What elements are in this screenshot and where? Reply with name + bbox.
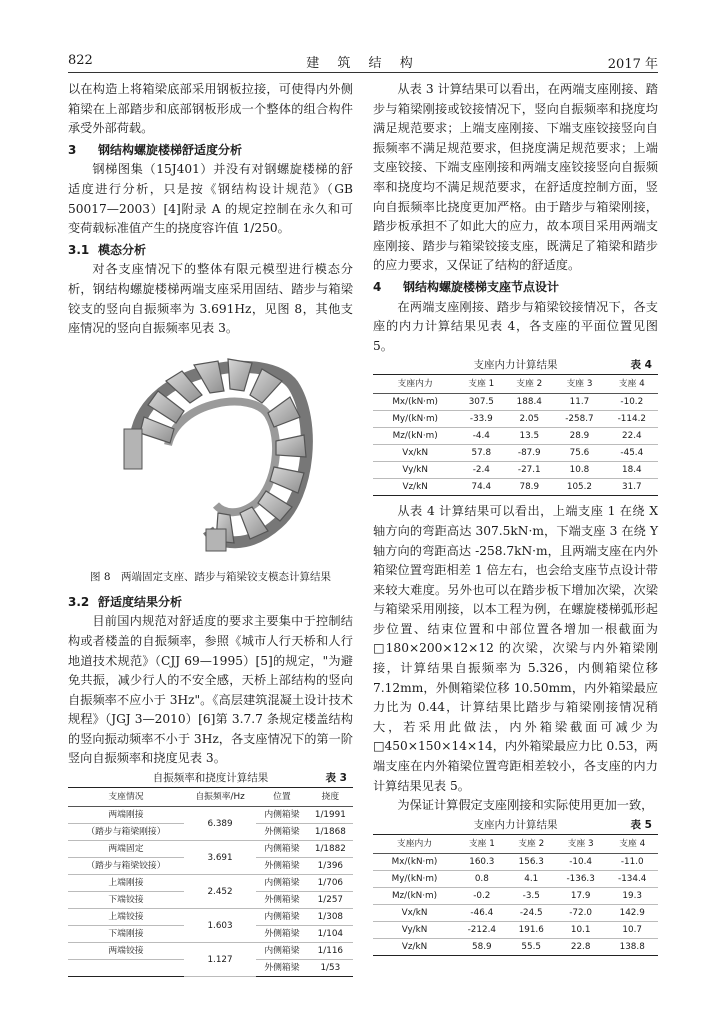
- table-header-cell: 支座内力: [373, 834, 456, 853]
- table-cell: 58.9: [472, 941, 492, 952]
- paragraph-section-4: 在两端支座刚接、踏步与箱梁铰接情况下，各支座的内力计算结果见表 4，各支座的平面位置见图 5。: [373, 299, 658, 353]
- table-cell: 138.8: [619, 941, 645, 952]
- paragraph-table3-discussion: 从表 3 计算结果可以看出，在两端支座刚接、踏步与箱梁刚接或铰接情况下，竖向自振频率和挠度均满足规范要求；上端支座刚接、下端支座铰接竖向自振频率不满足规范要求，但挠度满足规范要求；上端支座铰接、下端支座刚接和两端支座铰接竖向自振频率和挠度均不满足规范要求，在舒适度控制方面，竖向自振频率比挠度更加严格。由于踏步与箱梁刚接，踏步板承担不了如此大的应力，故本项目采用两端支座刚接、踏步与箱梁铰接支座，既满足了箱梁和踏步的应力要求，又保证了结构的舒适度。: [373, 82, 658, 273]
- table-cell: （踏步与箱梁刚接）: [68, 824, 184, 841]
- table-cell: 10.7: [606, 921, 658, 938]
- table-cell: 1/396: [308, 858, 353, 875]
- table-cell: 19.3: [606, 887, 658, 904]
- right-column: [373, 80, 658, 962]
- table-cell: My/(kN·m): [373, 411, 457, 428]
- table-cell: -258.7: [553, 411, 605, 428]
- table-cell: 1/257: [308, 892, 353, 909]
- table-cell: 2.452: [184, 875, 256, 909]
- table-cell: 上端铰接: [68, 909, 184, 926]
- table-4-title: [373, 356, 658, 374]
- table-cell: 内侧箱梁: [256, 875, 308, 892]
- table-cell: -27.1: [505, 462, 553, 479]
- table-cell: My/(kN·m): [373, 870, 456, 887]
- table-header-cell: 自振频率/Hz: [184, 788, 256, 807]
- table-cell: 17.9: [555, 887, 607, 904]
- table-cell: 1/53: [320, 963, 341, 974]
- table-cell: -0.2: [456, 887, 508, 904]
- table-header-row: [373, 834, 658, 853]
- table-header-row: [68, 788, 353, 807]
- table-cell: Vx/kN: [373, 445, 457, 462]
- table-cell: -136.3: [555, 870, 607, 887]
- table-cell: 22.8: [570, 941, 591, 952]
- year: 2017 年: [607, 57, 658, 72]
- table-cell: -24.5: [508, 904, 555, 921]
- table-cell: 外侧箱梁: [256, 892, 308, 909]
- table-cell: 外侧箱梁: [256, 824, 308, 841]
- table-cell: 18.4: [606, 462, 658, 479]
- section-title: 模态分析: [98, 242, 147, 257]
- table-cell: 22.4: [606, 428, 658, 445]
- table-cell: Mz/(kN·m): [373, 428, 457, 445]
- table-cell: -87.9: [505, 445, 553, 462]
- table-4: [373, 374, 658, 496]
- table-label: 表 4: [630, 359, 652, 372]
- table-row: [373, 887, 658, 904]
- table-cell: 两端刚接: [68, 807, 184, 824]
- table-cell: -10.4: [555, 853, 607, 870]
- table-cell: 1/1991: [308, 807, 353, 824]
- table-cell: Vy/kN: [373, 921, 456, 938]
- table-cell: 307.5: [457, 394, 505, 411]
- table-cell: -45.4: [606, 445, 658, 462]
- table-cell: 191.6: [508, 921, 555, 938]
- table-cell: 31.7: [622, 482, 642, 493]
- table-cell: （踏步与箱梁铰接）: [68, 858, 184, 875]
- table-cell: 4.1: [508, 870, 555, 887]
- table-cell: 两端固定: [68, 841, 184, 858]
- table-5: [373, 834, 658, 956]
- left-column: [68, 80, 353, 977]
- paragraph-section-3: 钢梯图集（15J401）并没有对钢螺旋楼梯的舒适度进行分析，只是按《钢结构设计规范》（GB 50017—2003）[4]附录 A 的规定控制在永久和可变荷载标准值产生的挠度容许值 1/250。: [68, 162, 353, 236]
- table-cell: -46.4: [456, 904, 508, 921]
- table-cell: -212.4: [456, 921, 508, 938]
- table-header-cell: 支座 2: [505, 375, 553, 394]
- table-cell: 上端刚接: [68, 875, 184, 892]
- table-cell: -11.0: [606, 853, 658, 870]
- page-number: 822: [68, 53, 93, 68]
- table-header-cell: 支座 3: [555, 834, 607, 853]
- table-title: 支座内力计算结果: [473, 818, 558, 831]
- table-header-cell: 挠度: [308, 788, 353, 807]
- table-header-cell: 支座 4: [606, 834, 658, 853]
- table-cell: 105.2: [566, 482, 593, 493]
- table-cell: 142.9: [606, 904, 658, 921]
- table-cell: 1/1882: [308, 841, 353, 858]
- section-number: 4: [373, 279, 382, 294]
- table-cell: Mx/(kN·m): [373, 853, 456, 870]
- table-cell: 156.3: [508, 853, 555, 870]
- table-cell: 6.389: [184, 807, 256, 841]
- table-row: [68, 875, 353, 892]
- table-cell: 1/1868: [308, 824, 353, 841]
- table-cell: 1/308: [308, 909, 353, 926]
- table-cell: 下端铰接: [68, 892, 184, 909]
- table-header-cell: 支座情况: [68, 788, 184, 807]
- table-cell: -134.4: [606, 870, 658, 887]
- table-cell: -33.9: [457, 411, 505, 428]
- table-header-cell: 支座 1: [456, 834, 508, 853]
- table-cell: Mz/(kN·m): [373, 887, 456, 904]
- table-cell: 外侧箱梁: [256, 926, 308, 943]
- table-cell: Vz/kN: [402, 482, 428, 493]
- table-cell: -72.0: [555, 904, 607, 921]
- table-cell: 1/104: [308, 926, 353, 943]
- table-cell: -2.4: [457, 462, 505, 479]
- table-header-cell: 支座 1: [457, 375, 505, 394]
- table-cell: 外侧箱梁: [264, 963, 300, 974]
- section-title: 舒适度结果分析: [98, 594, 183, 609]
- figure-8: [68, 345, 353, 563]
- table-row: [373, 411, 658, 428]
- spiral-stair-model-image: [118, 345, 318, 560]
- table-cell: 188.4: [505, 394, 553, 411]
- table-cell: 11.7: [553, 394, 605, 411]
- table-cell: 10.1: [555, 921, 607, 938]
- table-cell: 内侧箱梁: [256, 807, 308, 824]
- table-header-cell: 支座 4: [606, 375, 658, 394]
- table-header-row: [373, 375, 658, 394]
- table-cell: [68, 960, 184, 977]
- table-cell: -114.2: [606, 411, 658, 428]
- table-cell: 外侧箱梁: [256, 858, 308, 875]
- table-5-title: [373, 816, 658, 834]
- section-3-heading: [68, 141, 353, 161]
- table-row: [373, 479, 658, 496]
- table-cell: 55.5: [521, 941, 542, 952]
- paragraph-continues: 为保证计算假定支座刚接和实际使用更加一致，: [397, 798, 654, 813]
- table-row: [68, 841, 353, 858]
- table-cell: 内侧箱梁: [256, 909, 308, 926]
- table-cell: 1.603: [184, 909, 256, 943]
- section-title: 钢结构螺旋楼梯支座节点设计: [403, 279, 560, 294]
- table-cell: 两端铰接: [68, 943, 184, 960]
- table-cell: -10.2: [606, 394, 658, 411]
- table-header-cell: 支座 3: [553, 375, 605, 394]
- section-title: 钢结构螺旋楼梯舒适度分析: [98, 142, 243, 157]
- running-header: [68, 50, 658, 73]
- figure-caption: 图 8 两端固定支座、踏步与箱梁铰支模态计算结果: [89, 570, 332, 583]
- table-row: [68, 943, 353, 960]
- table-row: [373, 938, 658, 955]
- table-row: [68, 909, 353, 926]
- table-cell: 1/706: [308, 875, 353, 892]
- table-cell: 74.4: [471, 482, 492, 493]
- paragraph-modal-analysis: 对各支座情况下的整体有限元模型进行模态分析，钢结构螺旋楼梯两端支座采用固结、踏步与箱梁铰支的竖向自振频率为 3.691Hz，见图 8，其他支座情况的竖向自振频率见表 3。: [68, 262, 353, 336]
- table-header-cell: 支座 2: [508, 834, 555, 853]
- table-cell: -4.4: [457, 428, 505, 445]
- table-cell: Vx/kN: [373, 904, 456, 921]
- journal-title: 建 筑 结 构: [306, 56, 420, 71]
- table-row: [68, 807, 353, 824]
- table-cell: 57.8: [457, 445, 505, 462]
- table-row: [373, 853, 658, 870]
- table-row: [373, 904, 658, 921]
- table-cell: 10.8: [553, 462, 605, 479]
- paragraph-comfort-analysis: 目前国内规范对舒适度的要求主要集中于控制结构或者楼盖的自振频率，参照《城市人行天桥和人行地道技术规范》（CJJ 69—1995）[5]的规定，"为避免共振，减少行人的不安全感，天桥上部结构的竖向自振频率不应小于 3Hz"。《高层建筑混凝土设计技术规程》（JGJ 3—2010）[6]第 3.7.7 条规定楼盖结构的竖向振动频率不小于 3Hz，各支座情况下的第一阶竖向自振频率和挠度见表 3。: [68, 614, 353, 766]
- table-cell: 160.3: [456, 853, 508, 870]
- table-cell: Vz/kN: [401, 941, 428, 952]
- table-cell: 13.5: [505, 428, 553, 445]
- table-cell: 下端刚接: [68, 926, 184, 943]
- table-title: 自振频率和挠度计算结果: [152, 772, 269, 785]
- table-cell: Mx/(kN·m): [373, 394, 457, 411]
- table-label: 表 3: [325, 772, 347, 785]
- table-cell: 内侧箱梁: [256, 841, 308, 858]
- table-header-cell: 支座内力: [373, 375, 457, 394]
- table-cell: Vy/kN: [373, 462, 457, 479]
- table-header-cell: 位置: [256, 788, 308, 807]
- section-3-1-heading: [68, 241, 353, 261]
- paragraph-intro: 以在构造上将箱梁底部采用钢板拉接，可使得内外侧箱梁在上部踏步和底部钢板形成一个整体的组合构件承受外部荷载。: [68, 82, 353, 136]
- table-title: 支座内力计算结果: [473, 359, 558, 372]
- table-3: [68, 787, 353, 977]
- table-cell: -3.5: [508, 887, 555, 904]
- table-cell: 28.9: [553, 428, 605, 445]
- table-label: 表 5: [630, 818, 652, 831]
- table-row: [373, 394, 658, 411]
- table-cell: 75.6: [553, 445, 605, 462]
- table-cell: 3.691: [184, 841, 256, 875]
- table-row: [373, 870, 658, 887]
- section-number: 3.1: [68, 242, 90, 257]
- section-number: 3.2: [68, 594, 90, 609]
- table-cell: 0.8: [456, 870, 508, 887]
- section-number: 3: [68, 142, 77, 157]
- table-cell: 2.05: [505, 411, 553, 428]
- paragraph-table4-discussion: 从表 4 计算结果可以看出，上端支座 1 在绕 X 轴方向的弯距高达 307.5kN·m，下端支座 3 在绕 Y 轴方向的弯距高达 -258.7kN·m，且两端支座在内外箱梁位置弯距相差 1 倍左右，也会给支座节点设计带来较大难度。另外也可以在踏步板下增加次梁，次梁与箱梁采用刚接，以本工程为例，在螺旋楼梯弧形起步位置、结束位置和中部位置各增加一根截面为□180×200×12×12 的次梁，次梁与内外箱梁刚接，计算结果自振频率为 5.326，内侧箱梁位移 7.12mm，外侧箱梁位移 10.50mm，内外箱梁最应力比为 0.44，计算结果比踏步与箱梁刚接情况稍大，若采用此做法，内外箱梁截面可减少为□450×150×14×14，内外箱梁最应力比 0.53，两端支座在内外箱梁位置弯距相差较小，各支座的内力计算结果见表 5。: [373, 504, 658, 793]
- table-cell: 78.9: [519, 482, 540, 493]
- table-3-title: [68, 769, 353, 787]
- table-row: [373, 428, 658, 445]
- table-row: [373, 462, 658, 479]
- table-row: [373, 921, 658, 938]
- section-3-2-heading: [68, 593, 353, 613]
- table-row: [373, 445, 658, 462]
- section-4-heading: [373, 278, 658, 298]
- table-cell: 1.127: [184, 943, 256, 977]
- table-cell: 1/116: [308, 943, 353, 960]
- table-cell: 内侧箱梁: [256, 943, 308, 960]
